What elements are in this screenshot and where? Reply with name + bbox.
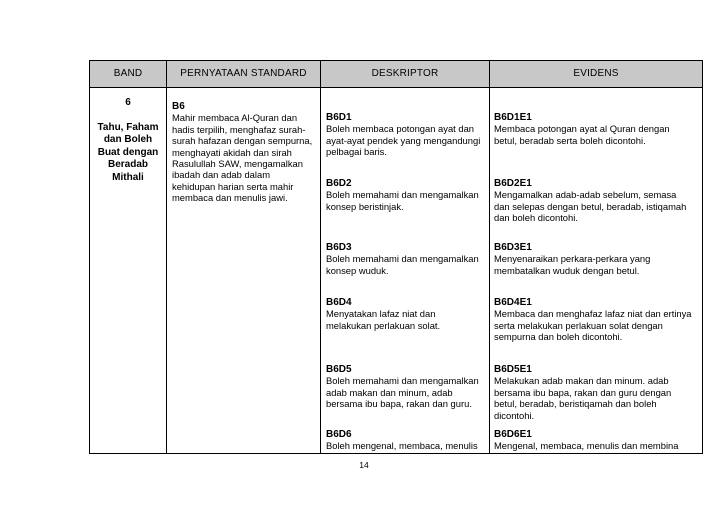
header-band: BAND: [113, 68, 143, 79]
evidence-line: Mengenal, membaca, menulis dan membina: [494, 440, 679, 452]
descriptor-code: B6D4: [326, 297, 352, 308]
evidence-b6d3e1: [494, 242, 700, 276]
column-divider: [166, 61, 167, 454]
header-deskriptor: DESKRIPTOR: [371, 68, 439, 79]
descriptor-line: bersama ibu bapa, rakan dan guru.: [326, 398, 472, 410]
evidence-line: Membaca dan menghafaz lafaz niat dan ertinya: [494, 308, 692, 320]
evidence-code: B6D6E1: [494, 429, 532, 440]
descriptor-line: melakukan perlakuan solat.: [326, 319, 441, 331]
evidence-code: B6D4E1: [494, 297, 532, 308]
descriptor-line: Boleh mengenal, membaca, menulis: [326, 440, 478, 452]
descriptor-line: pelbagai baris.: [326, 146, 387, 158]
band-text-line: Tahu, Faham: [97, 121, 159, 133]
evidence-line: betul, beradab serta boleh dicontohi.: [494, 134, 646, 146]
evidence-line: serta melakukan perlakuan solat dengan: [494, 319, 663, 331]
descriptor-b6d3: [326, 242, 488, 276]
evidence-b6d4e1: [494, 297, 700, 343]
descriptor-b6d4: [326, 297, 488, 331]
evidence-b6d1e1: [494, 112, 700, 146]
band-number: 6: [125, 97, 131, 108]
evidence-line: Menyenaraikan perkara-perkara yang: [494, 253, 651, 265]
evidence-line: dan selepas dengan betul, beradab, istiqamah: [494, 200, 687, 212]
column-divider: [489, 61, 490, 454]
evidence-code: B6D5E1: [494, 364, 532, 375]
evidence-line: sempurna dan boleh dicontohi.: [494, 331, 623, 343]
page-number: 14: [359, 460, 369, 470]
descriptor-line: Boleh memahami dan mengamalkan: [326, 375, 479, 387]
descriptor-line: Boleh membaca potongan ayat dan: [326, 123, 475, 135]
descriptor-b6d1: [326, 112, 488, 158]
evidence-line: membatalkan wuduk dengan betul.: [494, 264, 640, 276]
descriptor-b6d2: [326, 178, 488, 212]
band-text-line: dan Boleh: [103, 134, 153, 145]
descriptor-code: B6D5: [326, 364, 352, 375]
descriptor-line: konsep beristinjak.: [326, 200, 404, 212]
evidence-code: B6D1E1: [494, 112, 532, 123]
evidence-code: B6D2E1: [494, 178, 532, 189]
evidence-line: Mengamalkan adab-adab sebelum, semasa: [494, 189, 677, 201]
standard-text-line: Mahir membaca Al-Quran dan: [172, 112, 298, 124]
standard-text-line: hadis terpilih, menghafaz surah-: [172, 123, 306, 135]
evidence-line: Membaca potongan ayat al Quran dengan: [494, 123, 670, 135]
descriptor-code: B6D1: [326, 112, 352, 123]
standards-table: [89, 60, 703, 454]
evidence-line: bersama ibu bapa, rakan dan guru dengan: [494, 386, 672, 398]
standard-text-line: Rasulullah SAW, mengamalkan: [172, 158, 303, 170]
descriptor-b6d6: [326, 429, 488, 452]
descriptor-line: Menyatakan lafaz niat dan: [326, 308, 436, 320]
evidence-line: betul, beradab, beristiqamah dan boleh: [494, 398, 657, 410]
standard-text-line: menghayati akidah dan sirah: [172, 146, 292, 158]
table-header-row: [90, 61, 702, 88]
band-text-line: Buat dengan: [97, 146, 159, 158]
evidence-line: Melakukan adab makan dan minum. adab: [494, 375, 669, 387]
descriptor-code: B6D2: [326, 178, 352, 189]
descriptor-line: adab makan dan minum, adab: [326, 386, 453, 398]
standard-code: B6: [172, 101, 185, 112]
descriptor-line: Boleh memahami dan mengamalkan: [326, 189, 479, 201]
descriptor-b6d5: [326, 364, 488, 410]
evidence-code: B6D3E1: [494, 242, 532, 253]
evidence-b6d5e1: [494, 364, 700, 421]
standard-text-line: surah hafazan dengan sempurna,: [172, 135, 313, 147]
evidence-b6d2e1: [494, 178, 700, 224]
header-pernyataan-standard: PERNYATAAN STANDARD: [180, 68, 307, 79]
standard-text-line: kehidupan harian serta mahir: [172, 180, 294, 192]
evidence-b6d6e1: [494, 429, 700, 452]
descriptor-line: ayat-ayat pendek yang mengandungi: [326, 134, 481, 146]
band-cell: [90, 97, 166, 184]
descriptor-code: B6D3: [326, 242, 352, 253]
pernyataan-standard-cell: [172, 101, 322, 204]
evidence-line: dan boleh dicontohi.: [494, 212, 578, 224]
standard-text-line: membaca dan menulis jawi.: [172, 192, 288, 204]
descriptor-code: B6D6: [326, 429, 352, 440]
evidence-line: dicontohi.: [494, 409, 535, 421]
band-text-line: Mithali: [112, 171, 144, 183]
descriptor-line: Boleh memahami dan mengamalkan: [326, 253, 479, 265]
header-evidens: EVIDENS: [573, 68, 619, 79]
standard-text-line: ibadah dan adab dalam: [172, 169, 270, 181]
band-text-line: Beradab: [107, 159, 148, 170]
descriptor-line: konsep wuduk.: [326, 264, 389, 276]
